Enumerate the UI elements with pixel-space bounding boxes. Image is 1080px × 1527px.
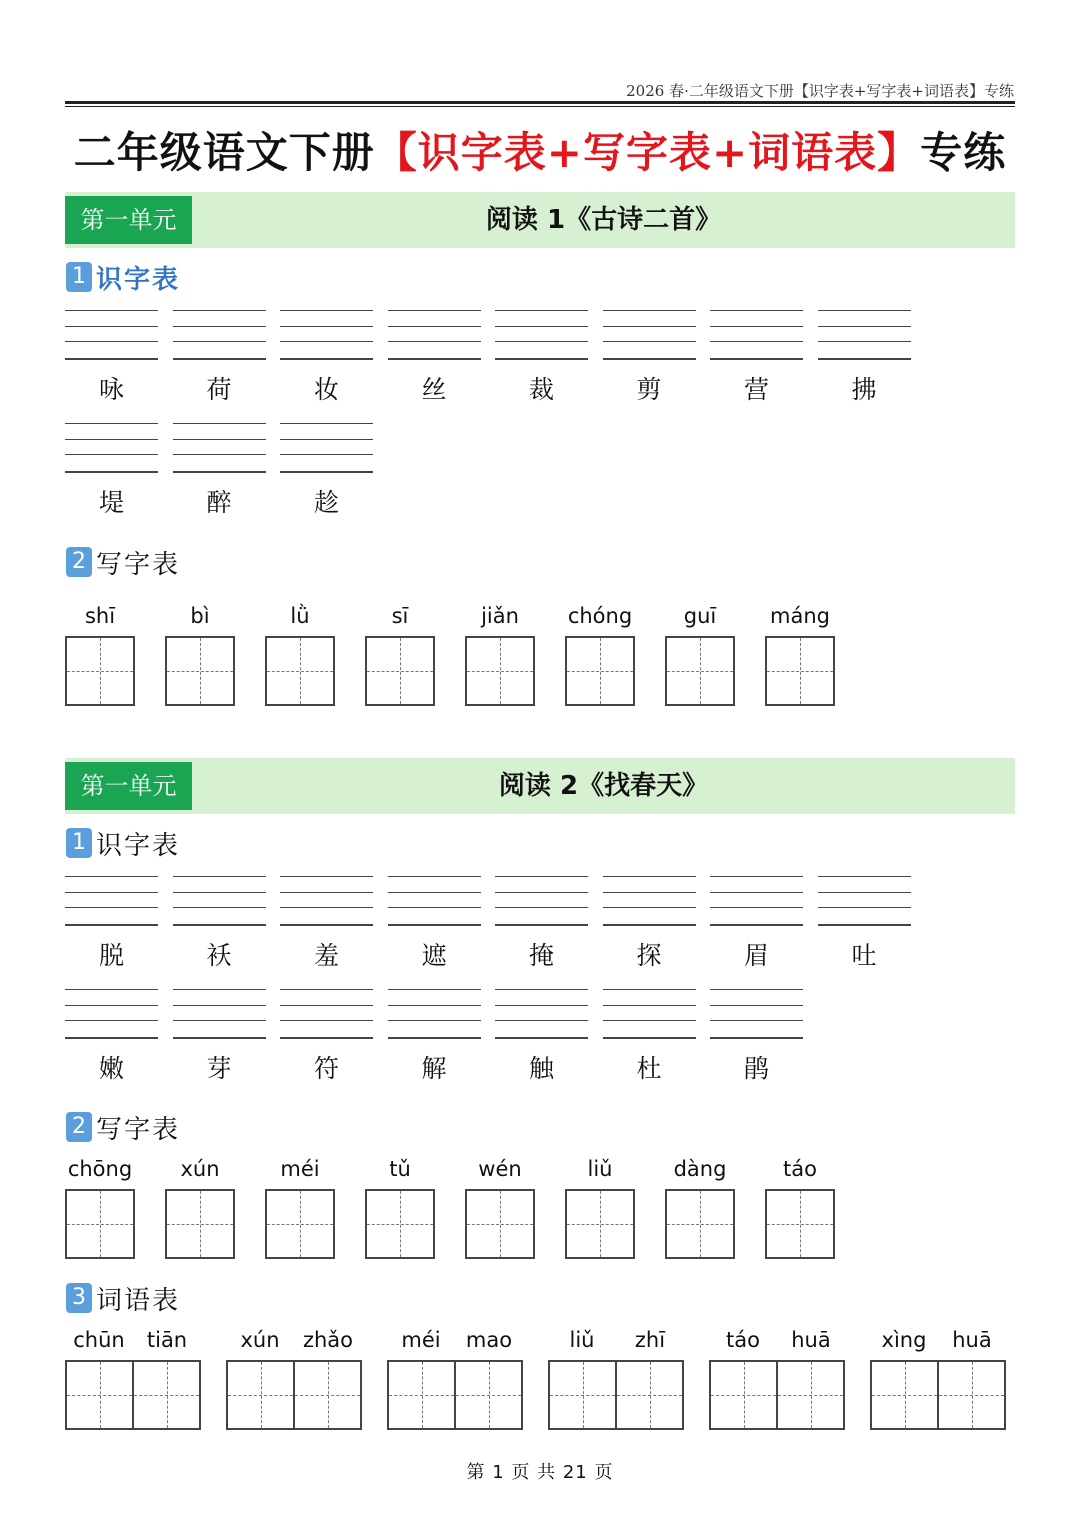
recognition-char: 丝 bbox=[421, 375, 447, 404]
pinyin-writing-lines[interactable] bbox=[388, 989, 481, 1039]
recognition-char: 遮 bbox=[421, 941, 447, 970]
pinyin-writing-lines[interactable] bbox=[173, 423, 266, 473]
pinyin-label: chōng bbox=[67, 1157, 133, 1181]
recognition-char: 掩 bbox=[528, 941, 554, 970]
word-cell bbox=[709, 1328, 845, 1430]
pinyin-label: jiǎn bbox=[481, 604, 519, 628]
recognition-cell bbox=[818, 876, 911, 989]
recognition-cell bbox=[173, 876, 266, 989]
page-header: 2026 春·二年级语文下册【识字表+写字表+词语表】专练 bbox=[626, 82, 1014, 100]
word-cell bbox=[548, 1328, 684, 1430]
tianzige-box[interactable] bbox=[565, 636, 635, 706]
recognition-cell bbox=[495, 310, 588, 423]
recognition-cell bbox=[710, 876, 803, 989]
writing-cell bbox=[665, 1157, 735, 1259]
recognition-cell bbox=[710, 310, 803, 423]
pinyin-writing-lines[interactable] bbox=[710, 876, 803, 926]
tianzige-box[interactable] bbox=[615, 1362, 682, 1428]
recognition-cell bbox=[173, 310, 266, 423]
word-box[interactable] bbox=[226, 1360, 362, 1430]
section-writing bbox=[66, 1110, 180, 1144]
pinyin-label: liǔ bbox=[587, 1157, 613, 1181]
pinyin-label: xún bbox=[180, 1157, 220, 1181]
word-pinyin bbox=[548, 1328, 684, 1360]
pinyin-label: máng bbox=[770, 604, 830, 628]
writing-cell bbox=[265, 1157, 335, 1259]
writing-cell bbox=[565, 604, 635, 706]
tianzige-box[interactable] bbox=[465, 636, 535, 706]
pinyin-writing-lines[interactable] bbox=[65, 310, 158, 360]
recognition-cell bbox=[65, 876, 158, 989]
writing-cell bbox=[465, 604, 535, 706]
word-pinyin bbox=[65, 1328, 201, 1360]
tianzige-box[interactable] bbox=[365, 636, 435, 706]
pinyin-writing-lines[interactable] bbox=[173, 876, 266, 926]
section-label: 写字表 bbox=[96, 549, 181, 580]
writing-cell bbox=[65, 604, 135, 706]
tianzige-box[interactable] bbox=[665, 636, 735, 706]
title-part2: 【识字表+写字表+词语表】 bbox=[374, 128, 921, 177]
recognition-cell bbox=[65, 310, 158, 423]
word-pinyin bbox=[226, 1328, 362, 1360]
page-title bbox=[0, 120, 1080, 180]
tianzige-box[interactable] bbox=[65, 636, 135, 706]
tianzige-box[interactable] bbox=[228, 1362, 293, 1428]
word-pinyin bbox=[387, 1328, 523, 1360]
recognition-cell bbox=[603, 310, 696, 423]
writing-row-2 bbox=[65, 1157, 865, 1259]
section-number: 1 bbox=[66, 828, 92, 858]
recognition-char: 鹃 bbox=[743, 1054, 769, 1083]
recognition-cell bbox=[173, 989, 266, 1102]
unit-header-1 bbox=[65, 192, 1015, 248]
writing-cell bbox=[765, 604, 835, 706]
pinyin-label: sī bbox=[391, 604, 409, 628]
section-label: 写字表 bbox=[96, 1114, 181, 1145]
tianzige-box[interactable] bbox=[389, 1362, 454, 1428]
pinyin-label: wén bbox=[478, 1157, 522, 1181]
pinyin-writing-lines[interactable] bbox=[388, 310, 481, 360]
pinyin-label: xún bbox=[240, 1328, 280, 1352]
writing-cell bbox=[265, 604, 335, 706]
tianzige-box[interactable] bbox=[365, 1189, 435, 1259]
recognition-char: 醉 bbox=[206, 488, 232, 517]
writing-cell bbox=[65, 1157, 135, 1259]
tianzige-box[interactable] bbox=[937, 1362, 1004, 1428]
pinyin-label: lǜ bbox=[290, 604, 310, 628]
pinyin-label: xìng bbox=[881, 1328, 927, 1352]
pinyin-writing-lines[interactable] bbox=[280, 310, 373, 360]
word-cell bbox=[387, 1328, 523, 1430]
word-box[interactable] bbox=[387, 1360, 523, 1430]
recognition-char: 嫩 bbox=[98, 1054, 124, 1083]
pinyin-label: zhǎo bbox=[302, 1328, 354, 1352]
pinyin-writing-lines[interactable] bbox=[65, 876, 158, 926]
recognition-cell bbox=[495, 876, 588, 989]
pinyin-writing-lines[interactable] bbox=[173, 989, 266, 1039]
recognition-char: 拂 bbox=[851, 375, 877, 404]
pinyin-writing-lines[interactable] bbox=[280, 423, 373, 473]
pinyin-writing-lines[interactable] bbox=[65, 423, 158, 473]
unit-header-2 bbox=[65, 758, 1015, 814]
recognition-cell bbox=[495, 989, 588, 1102]
recognition-cell bbox=[65, 423, 158, 536]
word-box[interactable] bbox=[65, 1360, 201, 1430]
pinyin-writing-lines[interactable] bbox=[603, 876, 696, 926]
word-box[interactable] bbox=[870, 1360, 1006, 1430]
recognition-char: 袄 bbox=[206, 941, 232, 970]
tianzige-box[interactable] bbox=[265, 636, 335, 706]
pinyin-label: bì bbox=[190, 604, 210, 628]
pinyin-label: táo bbox=[726, 1328, 760, 1352]
recognition-char: 剪 bbox=[636, 375, 662, 404]
pinyin-label: chóng bbox=[567, 604, 633, 628]
tianzige-box[interactable] bbox=[165, 1189, 235, 1259]
pinyin-writing-lines[interactable] bbox=[603, 310, 696, 360]
tianzige-box[interactable] bbox=[454, 1362, 521, 1428]
pinyin-writing-lines[interactable] bbox=[603, 989, 696, 1039]
recognition-cell bbox=[280, 423, 373, 536]
writing-cell bbox=[465, 1157, 535, 1259]
section-number: 2 bbox=[66, 1112, 92, 1142]
recognition-char: 羞 bbox=[313, 941, 339, 970]
pinyin-label: mao bbox=[465, 1328, 513, 1352]
section-recognition bbox=[66, 826, 180, 860]
pinyin-label: chūn bbox=[73, 1328, 125, 1352]
pinyin-label: shī bbox=[84, 604, 116, 628]
recognition-char: 芽 bbox=[206, 1054, 232, 1083]
recognition-cell bbox=[603, 989, 696, 1102]
word-box[interactable] bbox=[709, 1360, 845, 1430]
section-recognition bbox=[66, 260, 180, 294]
pinyin-label: huā bbox=[952, 1328, 992, 1352]
pinyin-label: zhī bbox=[634, 1328, 666, 1352]
tianzige-box[interactable] bbox=[665, 1189, 735, 1259]
recognition-cell bbox=[280, 876, 373, 989]
writing-cell bbox=[765, 1157, 835, 1259]
recognition-cell bbox=[280, 310, 373, 423]
pinyin-writing-lines[interactable] bbox=[495, 310, 588, 360]
tianzige-box[interactable] bbox=[765, 636, 835, 706]
unit-tag: 第一单元 bbox=[65, 762, 192, 810]
tianzige-box[interactable] bbox=[465, 1189, 535, 1259]
pinyin-label: táo bbox=[783, 1157, 817, 1181]
header-rule bbox=[65, 101, 1015, 104]
lesson-title: 阅读 1《古诗二首》 bbox=[485, 205, 722, 235]
pinyin-label: tǔ bbox=[389, 1157, 411, 1181]
recognition-char: 咏 bbox=[98, 375, 124, 404]
tianzige-box[interactable] bbox=[67, 1362, 132, 1428]
recognition-cell bbox=[388, 989, 481, 1102]
pinyin-label: méi bbox=[280, 1157, 320, 1181]
recognition-cell bbox=[603, 876, 696, 989]
tianzige-box[interactable] bbox=[711, 1362, 776, 1428]
pinyin-writing-lines[interactable] bbox=[818, 876, 911, 926]
pinyin-writing-lines[interactable] bbox=[818, 310, 911, 360]
word-box[interactable] bbox=[548, 1360, 684, 1430]
writing-cell bbox=[365, 604, 435, 706]
tianzige-box[interactable] bbox=[293, 1362, 360, 1428]
word-cell bbox=[65, 1328, 201, 1430]
section-number: 2 bbox=[66, 547, 92, 577]
title-part1: 二年级语文下册 bbox=[73, 128, 375, 177]
recognition-char: 吐 bbox=[851, 941, 877, 970]
recognition-char: 裁 bbox=[528, 375, 554, 404]
writing-cell bbox=[365, 1157, 435, 1259]
pinyin-label: liǔ bbox=[569, 1328, 595, 1352]
title-part3: 专练 bbox=[920, 128, 1007, 177]
recognition-char: 解 bbox=[421, 1054, 447, 1083]
tianzige-box[interactable] bbox=[765, 1189, 835, 1259]
recognition-grid-1 bbox=[65, 310, 1025, 536]
tianzige-box[interactable] bbox=[165, 636, 235, 706]
recognition-char: 脱 bbox=[98, 941, 124, 970]
recognition-cell bbox=[280, 989, 373, 1102]
recognition-cell bbox=[388, 310, 481, 423]
tianzige-box[interactable] bbox=[550, 1362, 615, 1428]
pinyin-writing-lines[interactable] bbox=[710, 310, 803, 360]
pinyin-writing-lines[interactable] bbox=[173, 310, 266, 360]
writing-cell bbox=[165, 1157, 235, 1259]
section-label: 识字表 bbox=[96, 264, 181, 295]
tianzige-box[interactable] bbox=[265, 1189, 335, 1259]
recognition-cell bbox=[818, 310, 911, 423]
tianzige-box[interactable] bbox=[65, 1189, 135, 1259]
recognition-char: 探 bbox=[636, 941, 662, 970]
pinyin-writing-lines[interactable] bbox=[388, 876, 481, 926]
writing-cell bbox=[165, 604, 235, 706]
recognition-char: 荷 bbox=[206, 375, 232, 404]
recognition-char: 妆 bbox=[313, 375, 339, 404]
pinyin-writing-lines[interactable] bbox=[280, 876, 373, 926]
section-label: 识字表 bbox=[96, 830, 181, 861]
pinyin-label: méi bbox=[401, 1328, 441, 1352]
section-vocabulary bbox=[66, 1281, 180, 1315]
writing-cell bbox=[565, 1157, 635, 1259]
pinyin-label: huā bbox=[791, 1328, 831, 1352]
recognition-cell bbox=[65, 989, 158, 1102]
word-cell bbox=[226, 1328, 362, 1430]
pinyin-label: dàng bbox=[673, 1157, 727, 1181]
vocabulary-row bbox=[65, 1328, 1031, 1430]
unit-tag: 第一单元 bbox=[65, 196, 192, 244]
recognition-char: 符 bbox=[313, 1054, 339, 1083]
recognition-cell bbox=[710, 989, 803, 1102]
word-cell bbox=[870, 1328, 1006, 1430]
section-writing bbox=[66, 545, 180, 579]
pinyin-writing-lines[interactable] bbox=[710, 989, 803, 1039]
recognition-char: 营 bbox=[743, 375, 769, 404]
header-rule-thin bbox=[65, 106, 1015, 107]
pinyin-writing-lines[interactable] bbox=[495, 876, 588, 926]
section-number: 3 bbox=[66, 1283, 92, 1313]
recognition-cell bbox=[173, 423, 266, 536]
recognition-char: 眉 bbox=[743, 941, 769, 970]
writing-row-1 bbox=[65, 604, 865, 706]
section-label: 词语表 bbox=[96, 1285, 181, 1316]
word-pinyin bbox=[870, 1328, 1006, 1360]
tianzige-box[interactable] bbox=[872, 1362, 937, 1428]
pinyin-label: tiān bbox=[146, 1328, 188, 1352]
recognition-char: 堤 bbox=[98, 488, 124, 517]
pinyin-label: guī bbox=[683, 604, 717, 628]
word-pinyin bbox=[709, 1328, 845, 1360]
writing-cell bbox=[665, 604, 735, 706]
recognition-char: 触 bbox=[528, 1054, 554, 1083]
recognition-grid-2 bbox=[65, 876, 1025, 1102]
recognition-cell bbox=[388, 876, 481, 989]
tianzige-box[interactable] bbox=[565, 1189, 635, 1259]
tianzige-box[interactable] bbox=[132, 1362, 199, 1428]
pinyin-writing-lines[interactable] bbox=[280, 989, 373, 1039]
recognition-char: 趁 bbox=[313, 488, 339, 517]
section-number: 1 bbox=[66, 262, 92, 292]
lesson-title: 阅读 2《找春天》 bbox=[498, 771, 709, 801]
recognition-char: 杜 bbox=[636, 1054, 662, 1083]
pinyin-writing-lines[interactable] bbox=[495, 989, 588, 1039]
tianzige-box[interactable] bbox=[776, 1362, 843, 1428]
pinyin-writing-lines[interactable] bbox=[65, 989, 158, 1039]
page-footer: 第 1 页 共 21 页 bbox=[466, 1462, 614, 1483]
